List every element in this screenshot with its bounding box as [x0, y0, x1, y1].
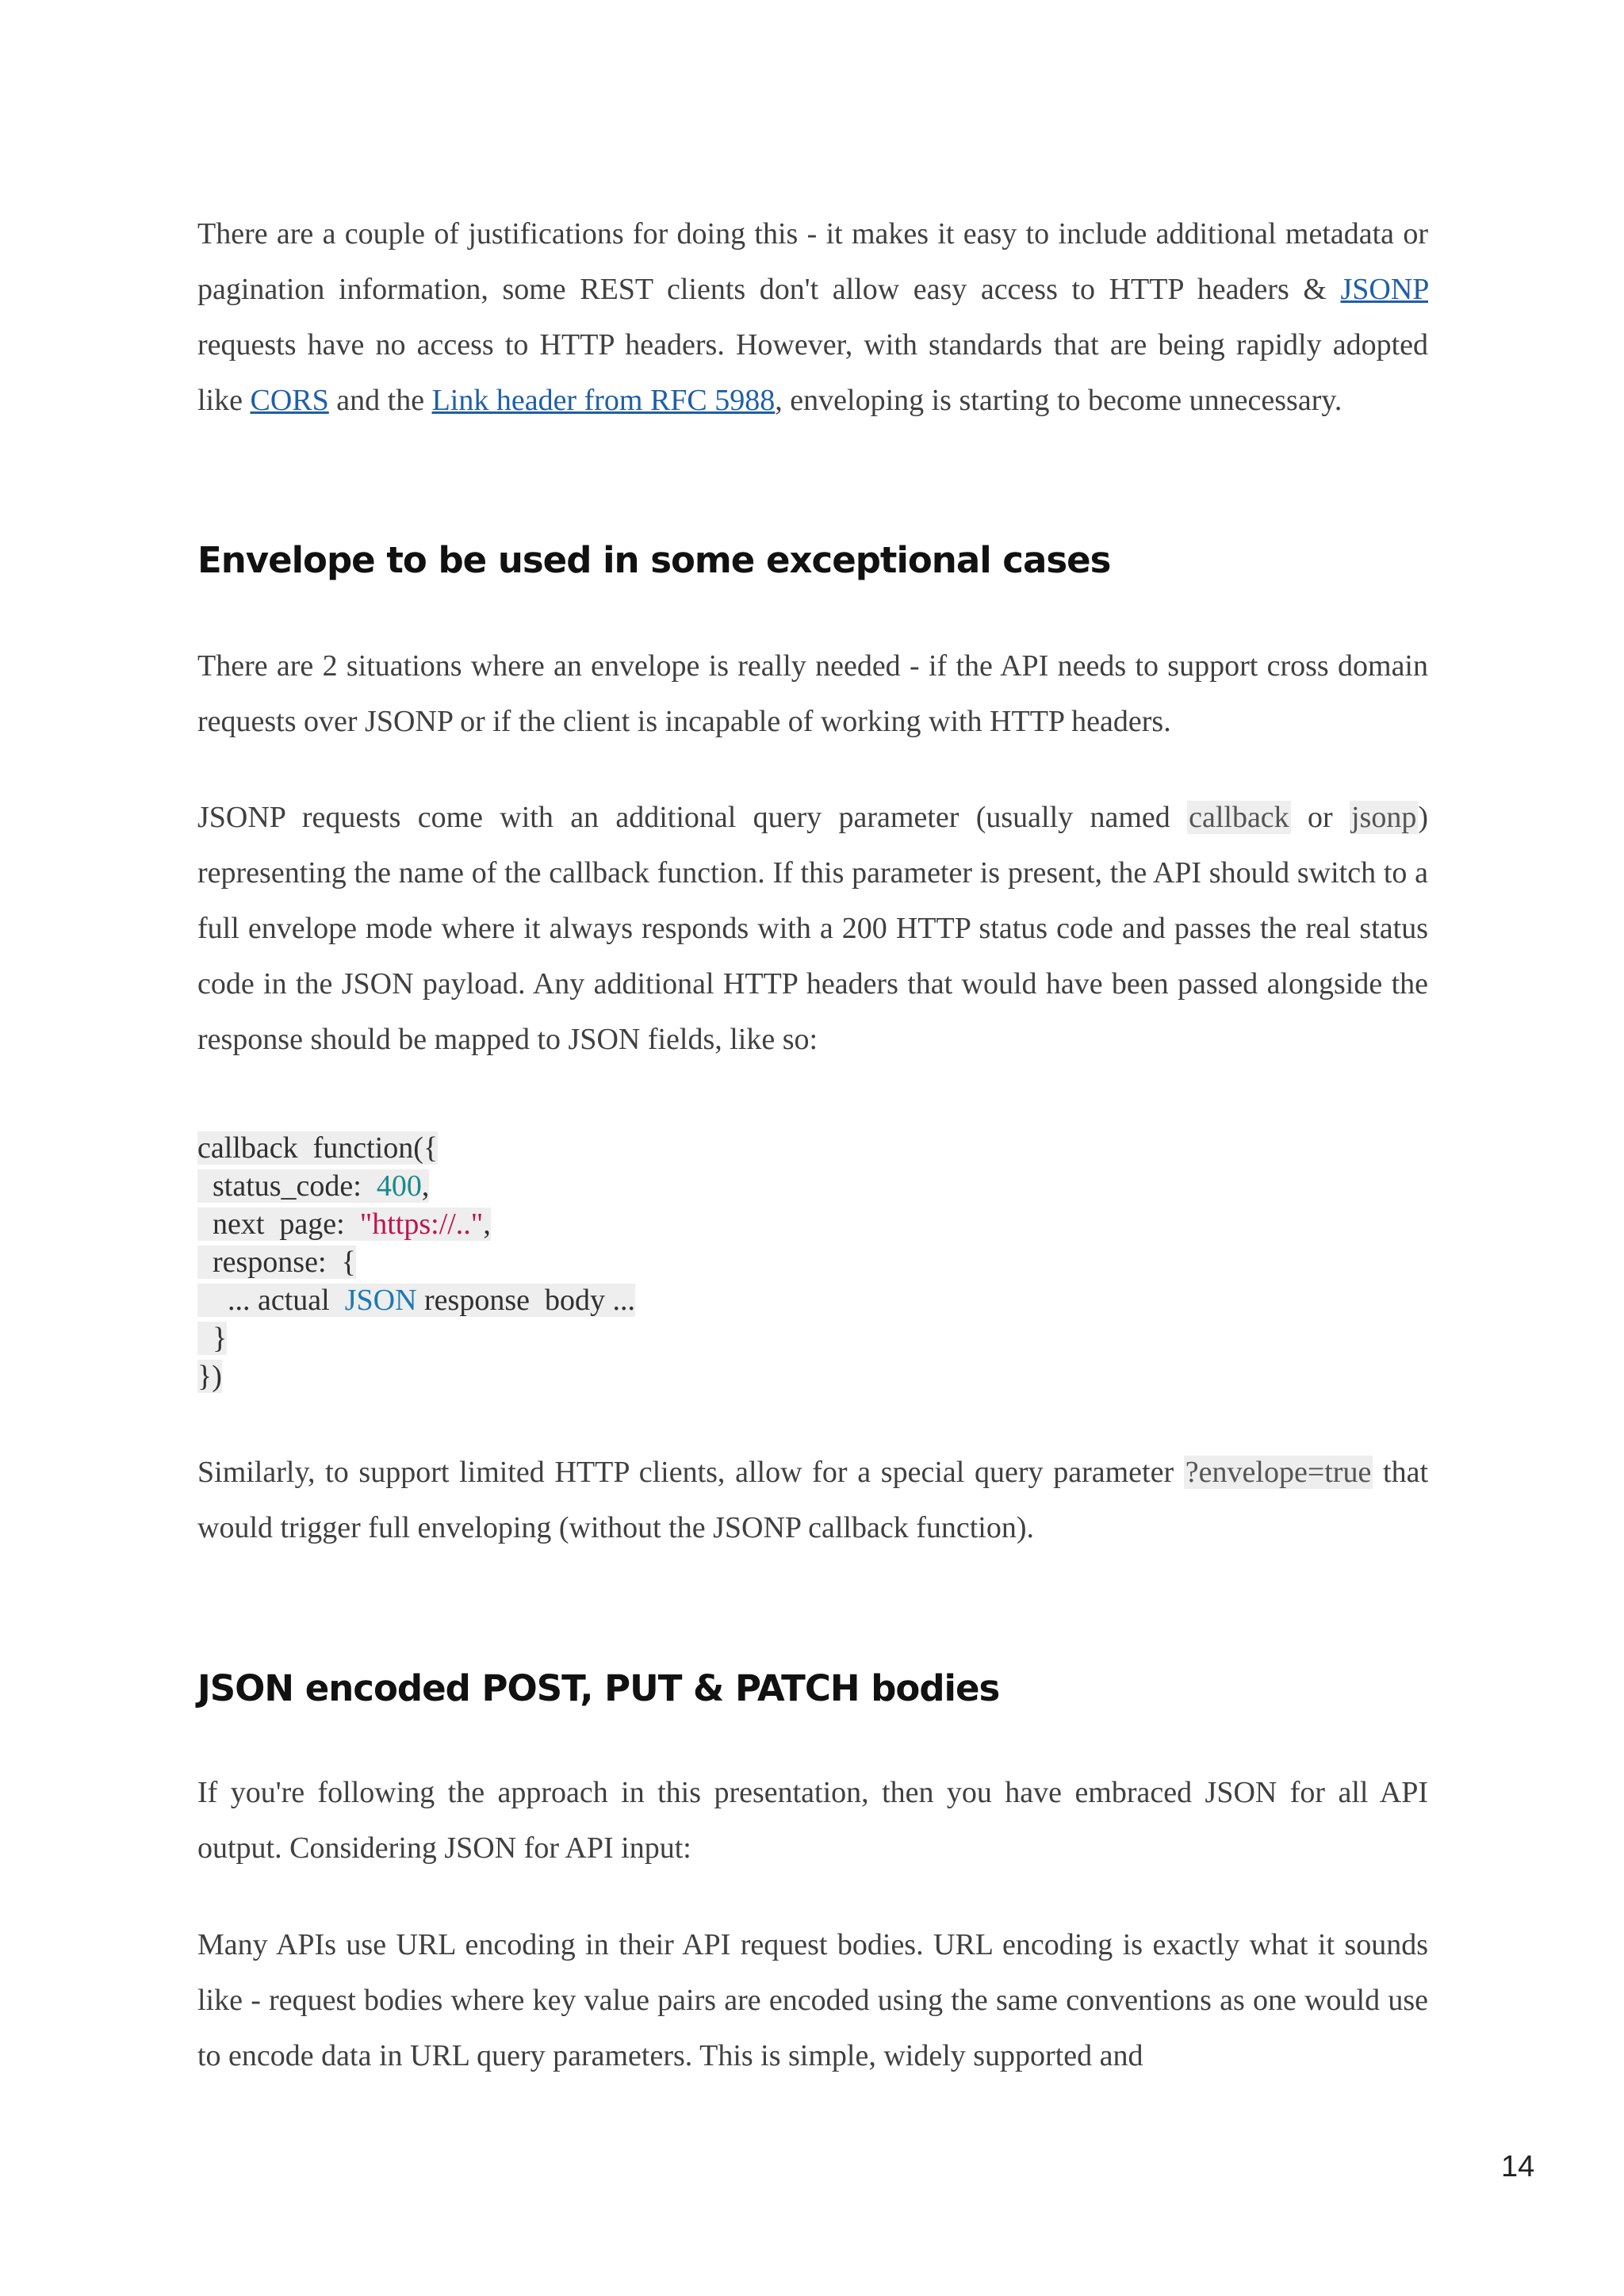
paragraph-text: ) representing the name of the callback function. If this parameter is present, the API should switch to a full envelope mode where it always responds with a 200 HTTP status code and passes the real status code in the JSON payload. Any additional HTTP headers that would have been passed alongside the response should be mapped to JSON fields, like so: — [197, 801, 1429, 1056]
paragraph-json-input: If you're following the approach in this presentation, then you have embraced JSON for all API output. Considering JSON for API input: — [197, 1776, 1428, 1865]
code-number: 400 — [376, 1169, 422, 1203]
rfc-5988-link[interactable]: Link header from RFC 5988 — [431, 384, 776, 417]
code-line: }) — [197, 1360, 222, 1393]
code-line: status_code: 400, — [197, 1169, 430, 1203]
section-heading-json-bodies: JSON encoded POST, PUT & PATCH bodies — [197, 1667, 1000, 1709]
inline-code-callback: callback — [1189, 801, 1289, 834]
jsonp-link[interactable]: JSONP — [1340, 273, 1428, 306]
paragraph-text: and the — [328, 384, 432, 417]
code-keyword: JSON — [344, 1284, 417, 1317]
paragraph-text: requests have no access to HTTP headers. However, with standards that are being rapidly adopted like — [197, 328, 1428, 417]
paragraph-text: , enveloping is starting to become unnecessary. — [775, 384, 1342, 417]
inline-code-envelope-param: ?envelope=true — [1185, 1456, 1372, 1489]
paragraph-jsonp-requests — [197, 790, 1428, 1067]
code-line: callback function({ — [197, 1131, 439, 1165]
code-line: } — [197, 1322, 228, 1355]
inline-code-jsonp: jsonp — [1351, 801, 1417, 834]
paragraph-text: Similarly, to support limited HTTP clients, allow for a special query parameter — [197, 1456, 1184, 1489]
code-line: response: { — [197, 1246, 356, 1279]
code-block-envelope-example — [197, 1129, 635, 1395]
paragraph-envelope-situations: There are 2 situations where an envelope is really needed - if the API needs to support cross domain requests over JSONP or if the client is incapable of working with HTTP headers. — [197, 649, 1428, 738]
code-string: "https://.." — [359, 1207, 484, 1241]
paragraph-text: that would trigger full enveloping (without the JSONP callback function). — [197, 1456, 1429, 1544]
code-line: ... actual JSON response body ... — [197, 1284, 635, 1317]
code-line: next page: "https://..", — [197, 1207, 491, 1241]
page-number: 14 — [1501, 2150, 1535, 2183]
section-heading-envelope: Envelope to be used in some exceptional cases — [197, 539, 1111, 581]
paragraph-url-encoding: Many APIs use URL encoding in their API request bodies. URL encoding is exactly what it sounds like - request bodies where key value pairs are encoded using the same conventions as one would use to encode data in URL query parameters. This is simple, widely supported and — [197, 1928, 1428, 2072]
paragraph-limited-clients — [197, 1445, 1428, 1556]
paragraph-justifications — [197, 206, 1428, 428]
cors-link[interactable]: CORS — [250, 384, 329, 417]
paragraph-text: or — [1290, 801, 1350, 834]
paragraph-text: There are a couple of justifications for doing this - it makes it easy to include additional metadata or pagination information, some REST clients don't allow easy access to HTTP headers & — [197, 217, 1428, 306]
paragraph-text: JSONP requests come with an additional query parameter (usually named — [197, 801, 1188, 834]
